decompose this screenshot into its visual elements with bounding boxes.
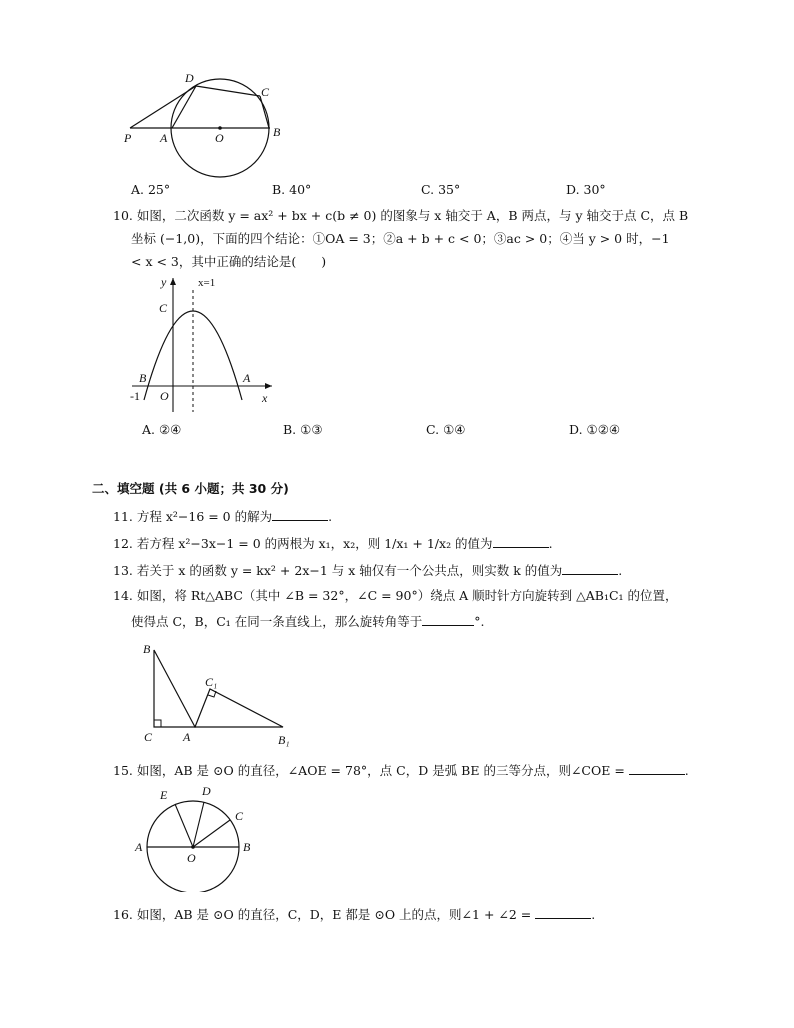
q12: [113, 535, 553, 552]
q12-end: .: [548, 536, 553, 551]
q11-text: 11. 方程 x²−16 = 0 的解为: [113, 509, 273, 524]
q10-option-d: D. ①②④: [569, 422, 621, 437]
q9-line-cb: [260, 96, 269, 128]
q9-option-a: A. 25°: [131, 182, 171, 197]
q10-label-y: y: [161, 275, 167, 289]
section-title: 二、填空题 (共 6 小题；共 30 分): [92, 481, 289, 496]
q10-label-o: O: [160, 389, 169, 403]
q15: [113, 762, 689, 779]
q9-label-d: D: [185, 71, 194, 85]
q10-label-a: A: [243, 371, 251, 385]
q9-label-b: B: [273, 125, 281, 139]
q12-answer-blank[interactable]: [493, 535, 549, 548]
q15-label-a: A: [135, 840, 143, 854]
q13-text: 13. 若关于 x 的函数 y = kx² + 2x−1 与 x 轴仅有一个公共点，则实数 k 的值为: [113, 563, 563, 578]
q9-line-dc: [196, 86, 260, 96]
q13-answer-blank[interactable]: [562, 562, 618, 575]
q14-label-c: C: [144, 730, 153, 744]
q14-line1: 14. 如图，将 Rt△ABC（其中 ∠B = 32°，∠C = 90°）绕点 A 顺时针方向旋转到 △AB₁C₁ 的位置，: [113, 588, 678, 603]
q15-label-o: O: [187, 851, 196, 865]
q15-label-c: C: [235, 809, 244, 823]
q14-end: °.: [474, 614, 485, 629]
q10-option-c: C. ①④: [426, 422, 466, 437]
q9-option-c: C. 35°: [421, 182, 461, 197]
q10-option-a: A. ②④: [142, 422, 182, 437]
q10-label-axis: x=1: [198, 277, 216, 289]
q16-answer-blank[interactable]: [535, 906, 591, 919]
q16-text: 16. 如图，AB 是 ⊙O 的直径，C，D，E 都是 ⊙O 上的点，则∠1 + ∠2 =: [113, 907, 532, 922]
q14-label-b1: B₁: [278, 733, 290, 747]
q9-label-o: O: [215, 131, 224, 145]
q9-option-b: B. 40°: [272, 182, 312, 197]
q14-triangle-abc: [154, 650, 195, 727]
q11-end: .: [328, 509, 333, 524]
q14-line2: [131, 613, 485, 630]
q9-label-a: A: [160, 131, 168, 145]
q14-label-b: B: [143, 642, 151, 656]
q14-answer-blank[interactable]: [422, 613, 474, 626]
q10-line3: < x < 3，其中正确的结论是( ): [131, 254, 327, 269]
q10-line2: 坐标 (−1,0)，下面的四个结论：①OA = 3；②a + b + c < 0；③ac > 0；④当 y > 0 时，−1: [131, 231, 670, 246]
q15-text: 15. 如图，AB 是 ⊙O 的直径，∠AOE = 78°，点 C，D 是弧 BE 的三等分点，则∠COE =: [113, 763, 625, 778]
q15-end: .: [684, 763, 689, 778]
q15-answer-blank[interactable]: [629, 762, 685, 775]
q14-label-a: A: [183, 730, 191, 744]
q11-answer-blank[interactable]: [272, 508, 328, 521]
q9-figure: [118, 68, 293, 178]
q16: [113, 906, 595, 923]
q12-text: 12. 若方程 x²−3x−1 = 0 的两根为 x₁，x₂，则 1/x₁ + 1/x₂ 的值为: [113, 536, 493, 551]
q15-label-b: B: [243, 840, 251, 854]
q9-line-pd: [130, 86, 196, 128]
q10-label-b: B: [139, 371, 147, 385]
q10-parabola-figure: [126, 272, 276, 417]
q9-label-p: P: [124, 131, 132, 145]
q15-center-dot: [191, 845, 195, 849]
q10-label-minus1: -1: [130, 389, 140, 403]
q16-end: .: [591, 907, 596, 922]
q9-label-c: C: [261, 85, 270, 99]
q15-radius-oe: [175, 804, 193, 847]
q10-label-c: C: [159, 301, 168, 315]
q10-line1: 10. 如图，二次函数 y = ax² + bx + c(b ≠ 0) 的图象与 x 轴交于 A，B 两点，与 y 轴交于点 C，点 B: [113, 208, 689, 223]
q13: [113, 562, 622, 579]
q10-label-x: x: [262, 391, 268, 405]
q14-text: 使得点 C，B，C₁ 在同一条直线上，那么旋转角等于: [131, 614, 423, 629]
q14-triangle-figure: [138, 638, 303, 750]
q15-label-e: E: [160, 788, 168, 802]
q14-label-c1: C₁: [205, 675, 218, 689]
q9-center-dot: [218, 126, 222, 130]
q10-option-b: B. ①③: [283, 422, 323, 437]
q11: [113, 508, 332, 525]
q9-option-d: D. 30°: [566, 182, 606, 197]
q13-end: .: [618, 563, 623, 578]
q14-right-angle-c: [154, 720, 161, 727]
q15-circle-figure: [130, 780, 265, 892]
q15-label-d: D: [202, 784, 211, 798]
